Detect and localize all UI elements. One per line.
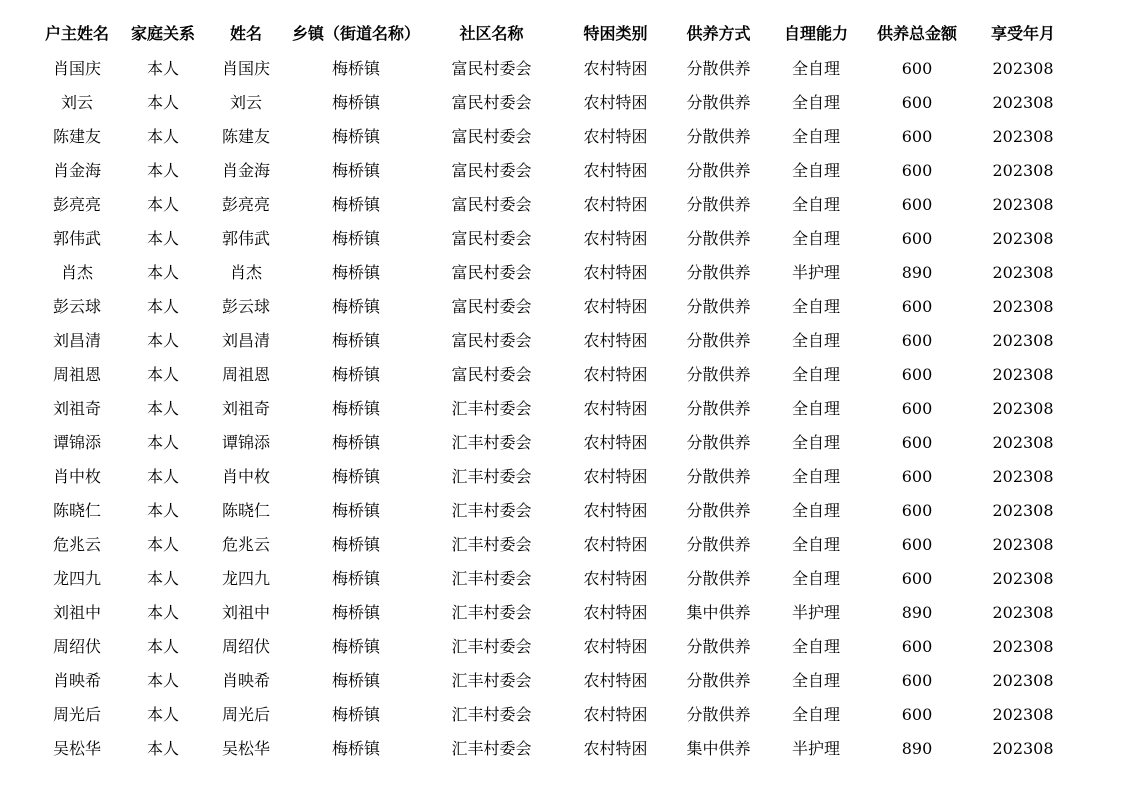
table-cell: 全自理 xyxy=(791,127,840,146)
table-cell: 富民村委会 xyxy=(451,263,532,282)
table-cell: 本人 xyxy=(146,161,179,180)
table-cell: 202308 xyxy=(992,365,1054,384)
table-cell: 全自理 xyxy=(791,467,840,486)
table-cell: 202308 xyxy=(992,501,1054,520)
table-cell: 全自理 xyxy=(791,297,840,316)
table-row xyxy=(30,120,1122,154)
table-cell: 梅桥镇 xyxy=(331,739,380,758)
table-cell: 农村特困 xyxy=(583,59,648,78)
table-cell: 梅桥镇 xyxy=(331,501,380,520)
table-cell: 600 xyxy=(901,93,933,112)
table-cell: 600 xyxy=(901,501,933,520)
table-cell: 本人 xyxy=(146,535,179,554)
table-row xyxy=(30,324,1122,358)
column-header: 供养总金额 xyxy=(876,24,957,43)
table-cell: 龙四九 xyxy=(52,569,101,588)
table-cell: 600 xyxy=(901,59,933,78)
table-cell: 肖金海 xyxy=(52,161,101,180)
table-cell: 农村特困 xyxy=(583,331,648,350)
table-cell: 富民村委会 xyxy=(451,93,532,112)
table-cell: 周祖恩 xyxy=(221,365,270,384)
table-row xyxy=(30,188,1122,222)
table-cell: 600 xyxy=(901,705,933,724)
table-row xyxy=(30,528,1122,562)
table-cell: 刘云 xyxy=(229,93,262,112)
table-cell: 富民村委会 xyxy=(451,59,532,78)
table-cell: 890 xyxy=(901,739,933,758)
table-cell: 肖国庆 xyxy=(221,59,270,78)
table-cell: 肖中枚 xyxy=(221,467,270,486)
table-cell: 梅桥镇 xyxy=(331,59,380,78)
table-cell: 600 xyxy=(901,365,933,384)
table-header-row xyxy=(30,16,1122,52)
table-cell: 梅桥镇 xyxy=(331,297,380,316)
table-cell: 600 xyxy=(901,229,933,248)
table-cell: 陈建友 xyxy=(221,127,270,146)
table-cell: 本人 xyxy=(146,399,179,418)
table-cell: 谭锦添 xyxy=(52,433,101,452)
table-cell: 分散供养 xyxy=(686,127,751,146)
table-cell: 本人 xyxy=(146,365,179,384)
table-cell: 本人 xyxy=(146,297,179,316)
table-cell: 汇丰村委会 xyxy=(451,637,532,656)
table-cell: 龙四九 xyxy=(221,569,270,588)
table-cell: 分散供养 xyxy=(686,195,751,214)
table-cell: 202308 xyxy=(992,331,1054,350)
table-cell: 全自理 xyxy=(791,229,840,248)
table-cell: 汇丰村委会 xyxy=(451,569,532,588)
table-cell: 富民村委会 xyxy=(451,365,532,384)
column-header: 乡镇（街道名称） xyxy=(291,24,420,43)
table-cell: 全自理 xyxy=(791,365,840,384)
table-cell: 全自理 xyxy=(791,195,840,214)
table-cell: 本人 xyxy=(146,671,179,690)
table-cell: 202308 xyxy=(992,93,1054,112)
table-cell: 周光后 xyxy=(52,705,101,724)
table-cell: 汇丰村委会 xyxy=(451,433,532,452)
table-cell: 彭亮亮 xyxy=(52,195,101,214)
table-cell: 富民村委会 xyxy=(451,331,532,350)
table-cell: 本人 xyxy=(146,467,179,486)
table-cell: 彭云球 xyxy=(221,297,270,316)
table-cell: 汇丰村委会 xyxy=(451,501,532,520)
table-cell: 农村特困 xyxy=(583,365,648,384)
table-cell: 全自理 xyxy=(791,535,840,554)
table-cell: 谭锦添 xyxy=(221,433,270,452)
table-row xyxy=(30,392,1122,426)
table-cell: 全自理 xyxy=(791,705,840,724)
table-cell: 本人 xyxy=(146,433,179,452)
table-cell: 农村特困 xyxy=(583,297,648,316)
table-cell: 农村特困 xyxy=(583,467,648,486)
table-cell: 刘祖奇 xyxy=(52,399,101,418)
table-cell: 202308 xyxy=(992,739,1054,758)
table-cell: 分散供养 xyxy=(686,433,751,452)
table-cell: 600 xyxy=(901,161,933,180)
table-cell: 周绍伏 xyxy=(52,637,101,656)
table-cell: 梅桥镇 xyxy=(331,365,380,384)
column-header: 姓名 xyxy=(229,24,262,43)
table-cell: 202308 xyxy=(992,637,1054,656)
table-cell: 本人 xyxy=(146,263,179,282)
table-cell: 农村特困 xyxy=(583,535,648,554)
table-cell: 农村特困 xyxy=(583,127,648,146)
table-cell: 分散供养 xyxy=(686,59,751,78)
table-row xyxy=(30,494,1122,528)
table-cell: 农村特困 xyxy=(583,569,648,588)
table-cell: 202308 xyxy=(992,433,1054,452)
table-row xyxy=(30,562,1122,596)
table-cell: 富民村委会 xyxy=(451,127,532,146)
table-cell: 全自理 xyxy=(791,433,840,452)
table-row xyxy=(30,256,1122,290)
table-cell: 梅桥镇 xyxy=(331,671,380,690)
table-cell: 刘祖中 xyxy=(221,603,270,622)
table-cell: 梅桥镇 xyxy=(331,93,380,112)
table-cell: 肖杰 xyxy=(60,263,93,282)
table-cell: 分散供养 xyxy=(686,365,751,384)
table-cell: 肖杰 xyxy=(229,263,262,282)
table-cell: 202308 xyxy=(992,59,1054,78)
table-cell: 肖映希 xyxy=(221,671,270,690)
table-cell: 汇丰村委会 xyxy=(451,399,532,418)
table-cell: 梅桥镇 xyxy=(331,637,380,656)
table-cell: 本人 xyxy=(146,127,179,146)
table-cell: 梅桥镇 xyxy=(331,467,380,486)
table-cell: 202308 xyxy=(992,127,1054,146)
table-cell: 梅桥镇 xyxy=(331,331,380,350)
table-cell: 全自理 xyxy=(791,569,840,588)
table-cell: 本人 xyxy=(146,569,179,588)
table-cell: 农村特困 xyxy=(583,739,648,758)
table-cell: 汇丰村委会 xyxy=(451,603,532,622)
table-cell: 农村特困 xyxy=(583,229,648,248)
table-cell: 600 xyxy=(901,399,933,418)
table-cell: 梅桥镇 xyxy=(331,161,380,180)
table-cell: 600 xyxy=(901,535,933,554)
table-cell: 陈建友 xyxy=(52,127,101,146)
table-cell: 600 xyxy=(901,671,933,690)
table-cell: 危兆云 xyxy=(52,535,101,554)
column-header: 特困类别 xyxy=(583,24,648,43)
column-header: 家庭关系 xyxy=(130,24,195,43)
table-cell: 202308 xyxy=(992,467,1054,486)
table-cell: 600 xyxy=(901,569,933,588)
table-cell: 吴松华 xyxy=(52,739,101,758)
table-cell: 刘祖奇 xyxy=(221,399,270,418)
table-row xyxy=(30,596,1122,630)
table-cell: 全自理 xyxy=(791,671,840,690)
table-cell: 600 xyxy=(901,195,933,214)
table-cell: 分散供养 xyxy=(686,93,751,112)
table-cell: 周光后 xyxy=(221,705,270,724)
table-cell: 农村特困 xyxy=(583,399,648,418)
table-cell: 梅桥镇 xyxy=(331,535,380,554)
table-cell: 肖映希 xyxy=(52,671,101,690)
table-cell: 600 xyxy=(901,331,933,350)
table-cell: 梅桥镇 xyxy=(331,569,380,588)
table-cell: 600 xyxy=(901,433,933,452)
table-cell: 富民村委会 xyxy=(451,229,532,248)
table-cell: 汇丰村委会 xyxy=(451,705,532,724)
table-cell: 农村特困 xyxy=(583,93,648,112)
table-cell: 分散供养 xyxy=(686,671,751,690)
table-cell: 本人 xyxy=(146,195,179,214)
table-cell: 汇丰村委会 xyxy=(451,467,532,486)
table-row xyxy=(30,358,1122,392)
table-cell: 分散供养 xyxy=(686,399,751,418)
table-cell: 本人 xyxy=(146,93,179,112)
table-cell: 汇丰村委会 xyxy=(451,671,532,690)
table-cell: 梅桥镇 xyxy=(331,127,380,146)
table-cell: 600 xyxy=(901,297,933,316)
table-cell: 集中供养 xyxy=(686,739,751,758)
table-cell: 全自理 xyxy=(791,93,840,112)
table-cell: 600 xyxy=(901,637,933,656)
table-cell: 农村特困 xyxy=(583,705,648,724)
column-header: 社区名称 xyxy=(459,24,524,43)
table-cell: 分散供养 xyxy=(686,535,751,554)
table-cell: 农村特困 xyxy=(583,263,648,282)
table-cell: 周绍伏 xyxy=(221,637,270,656)
table-cell: 郭伟武 xyxy=(52,229,101,248)
table-cell: 吴松华 xyxy=(221,739,270,758)
table-cell: 陈晓仁 xyxy=(52,501,101,520)
table-cell: 分散供养 xyxy=(686,501,751,520)
table-cell: 202308 xyxy=(992,399,1054,418)
table-cell: 半护理 xyxy=(791,263,840,282)
table-cell: 本人 xyxy=(146,229,179,248)
table-row xyxy=(30,52,1122,86)
table-cell: 梅桥镇 xyxy=(331,433,380,452)
table-cell: 梅桥镇 xyxy=(331,195,380,214)
table-cell: 肖金海 xyxy=(221,161,270,180)
table-cell: 肖国庆 xyxy=(52,59,101,78)
table-cell: 全自理 xyxy=(791,399,840,418)
table-cell: 全自理 xyxy=(791,59,840,78)
table-cell: 本人 xyxy=(146,331,179,350)
column-header: 户主姓名 xyxy=(44,24,109,43)
table-cell: 梅桥镇 xyxy=(331,603,380,622)
table-cell: 本人 xyxy=(146,603,179,622)
table-row xyxy=(30,664,1122,698)
table-row xyxy=(30,154,1122,188)
table-cell: 郭伟武 xyxy=(221,229,270,248)
table-cell: 富民村委会 xyxy=(451,195,532,214)
table-cell: 600 xyxy=(901,467,933,486)
table-cell: 梅桥镇 xyxy=(331,263,380,282)
table-row xyxy=(30,630,1122,664)
column-header: 享受年月 xyxy=(990,24,1055,43)
table-cell: 分散供养 xyxy=(686,229,751,248)
table-cell: 本人 xyxy=(146,739,179,758)
table-cell: 分散供养 xyxy=(686,161,751,180)
table-cell: 汇丰村委会 xyxy=(451,739,532,758)
table-row xyxy=(30,732,1122,766)
table-cell: 农村特困 xyxy=(583,671,648,690)
table-cell: 分散供养 xyxy=(686,331,751,350)
table-row xyxy=(30,290,1122,324)
table-cell: 分散供养 xyxy=(686,705,751,724)
table-cell: 农村特困 xyxy=(583,637,648,656)
table-cell: 202308 xyxy=(992,195,1054,214)
table-cell: 202308 xyxy=(992,671,1054,690)
column-header: 自理能力 xyxy=(783,24,848,43)
table-cell: 彭云球 xyxy=(52,297,101,316)
table-cell: 本人 xyxy=(146,59,179,78)
table-cell: 全自理 xyxy=(791,161,840,180)
table-cell: 202308 xyxy=(992,229,1054,248)
table-cell: 农村特困 xyxy=(583,161,648,180)
table-cell: 分散供养 xyxy=(686,263,751,282)
table-cell: 本人 xyxy=(146,705,179,724)
table-row xyxy=(30,222,1122,256)
table-cell: 梅桥镇 xyxy=(331,399,380,418)
table-cell: 全自理 xyxy=(791,637,840,656)
table-cell: 陈晓仁 xyxy=(221,501,270,520)
table-cell: 202308 xyxy=(992,161,1054,180)
table-row xyxy=(30,426,1122,460)
table-cell: 202308 xyxy=(992,535,1054,554)
table-cell: 农村特困 xyxy=(583,603,648,622)
table-cell: 肖中枚 xyxy=(52,467,101,486)
table-cell: 汇丰村委会 xyxy=(451,535,532,554)
table-cell: 梅桥镇 xyxy=(331,705,380,724)
table-cell: 202308 xyxy=(992,569,1054,588)
table-cell: 全自理 xyxy=(791,331,840,350)
table-cell: 刘云 xyxy=(60,93,93,112)
table-cell: 半护理 xyxy=(791,739,840,758)
table-cell: 彭亮亮 xyxy=(221,195,270,214)
column-header: 供养方式 xyxy=(686,24,751,43)
table-cell: 202308 xyxy=(992,603,1054,622)
table-cell: 农村特困 xyxy=(583,433,648,452)
table-cell: 分散供养 xyxy=(686,569,751,588)
table-cell: 富民村委会 xyxy=(451,297,532,316)
table-cell: 890 xyxy=(901,603,933,622)
table-cell: 刘祖中 xyxy=(52,603,101,622)
table-cell: 890 xyxy=(901,263,933,282)
table-cell: 周祖恩 xyxy=(52,365,101,384)
table-cell: 分散供养 xyxy=(686,467,751,486)
table-cell: 集中供养 xyxy=(686,603,751,622)
table-row xyxy=(30,698,1122,732)
table-cell: 农村特困 xyxy=(583,501,648,520)
table-cell: 202308 xyxy=(992,263,1054,282)
table-cell: 600 xyxy=(901,127,933,146)
table-cell: 富民村委会 xyxy=(451,161,532,180)
table-cell: 危兆云 xyxy=(221,535,270,554)
table-row xyxy=(30,460,1122,494)
table-cell: 本人 xyxy=(146,501,179,520)
table-row xyxy=(30,86,1122,120)
table-cell: 202308 xyxy=(992,705,1054,724)
table-cell: 刘昌清 xyxy=(52,331,101,350)
table-cell: 本人 xyxy=(146,637,179,656)
table-cell: 分散供养 xyxy=(686,637,751,656)
table-cell: 202308 xyxy=(992,297,1054,316)
table-cell: 全自理 xyxy=(791,501,840,520)
table-cell: 梅桥镇 xyxy=(331,229,380,248)
table-cell: 分散供养 xyxy=(686,297,751,316)
table-cell: 刘昌清 xyxy=(221,331,270,350)
table-cell: 半护理 xyxy=(791,603,840,622)
table-cell: 农村特困 xyxy=(583,195,648,214)
